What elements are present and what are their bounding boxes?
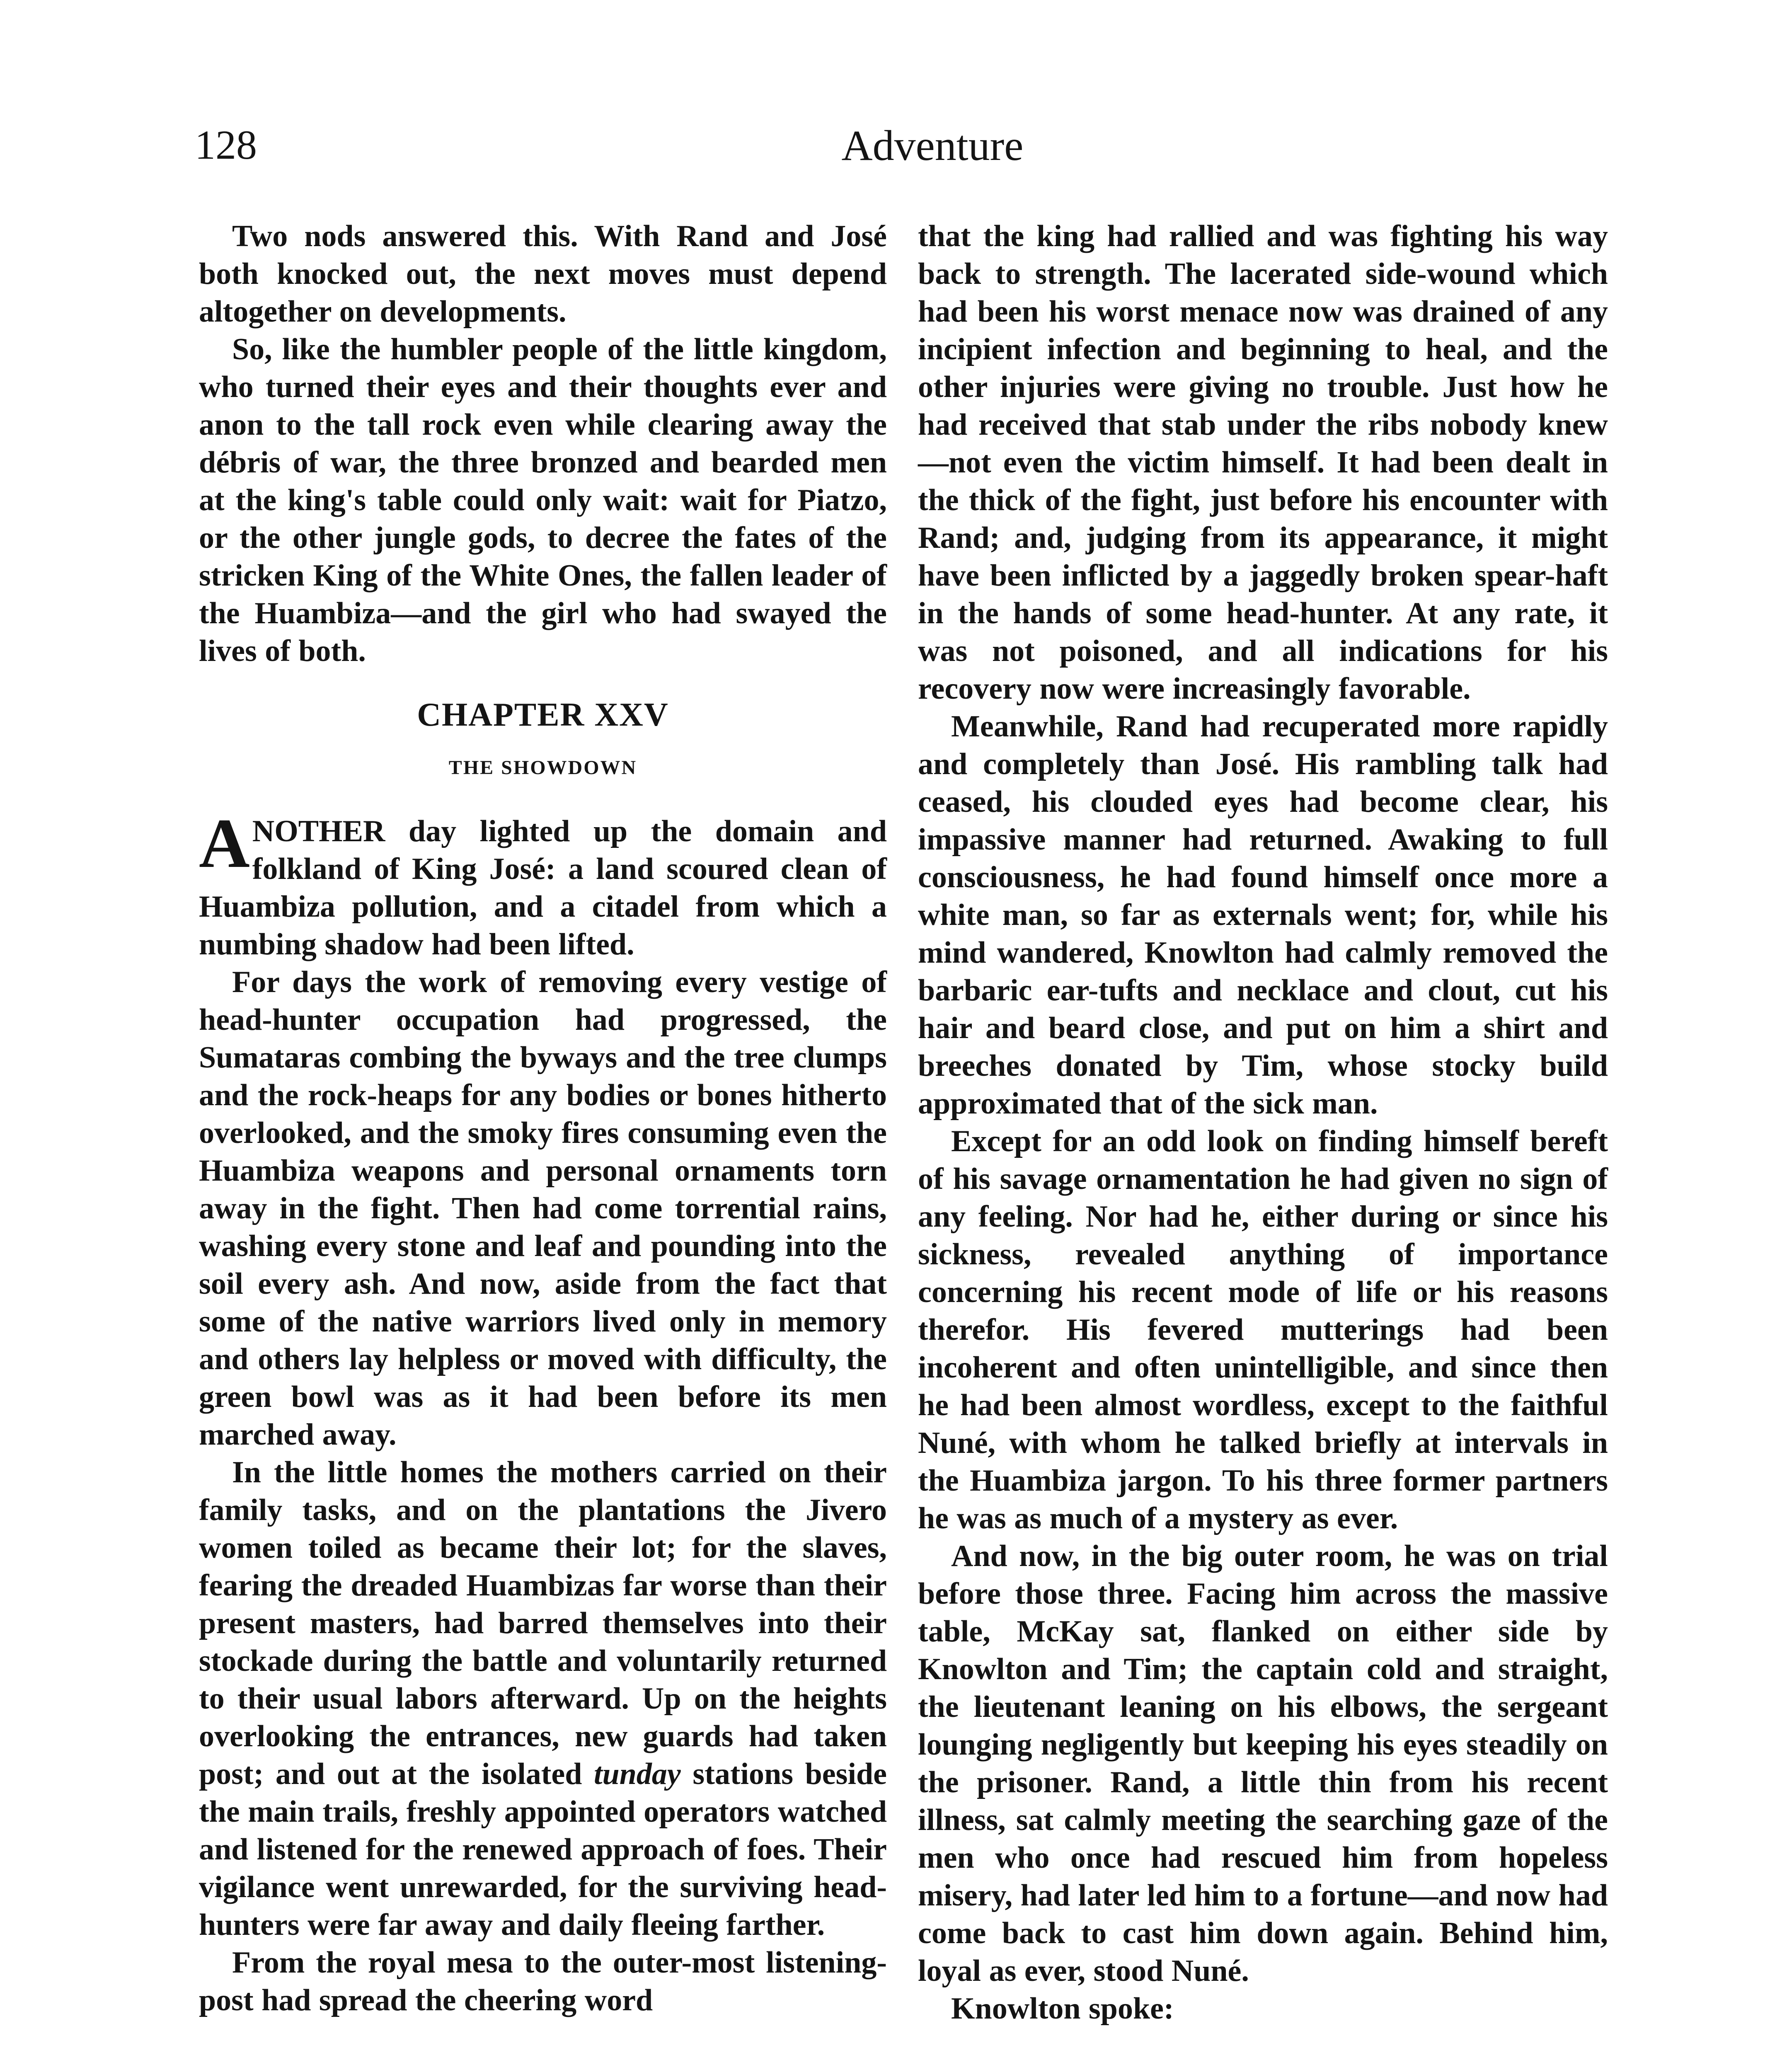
italic-word: tunday [594,1757,681,1791]
drop-cap: A [199,804,250,882]
paragraph: Except for an odd look on finding himself bereft of his savage ornamentation he had given no sign of any feeling. Nor had he, either during or since his sickness, revealed anything of importance concerning his recent mode of life or his reasons therefor. His fevered mutterings had been incoherent and often unintelligible, and since then he had been almost wordless, except to the faithful Nuné, with whom he talked briefly at intervals in the Huambiza jargon. To his three former partners he was as much of a mystery as ever. [918,1124,1608,1535]
right-column [918,218,1608,2028]
opening-paragraph [199,804,887,963]
paragraph: For days the work of removing every vestige of head-hunter occupation had progressed, the Sumataras combing the byways and the tree clumps and the rock-heaps for any bodies or bones hitherto overlooked, and the smoky fires consuming even the Huambiza weapons and personal ornaments torn away in the fight. Then had come torrential rains, washing every stone and leaf and pounding into the soil every ash. And now, aside from the fact that some of the native warriors lived only in memory and others lay helpless or moved with difficulty, the green bowl was as it had been before its men marched away. [199,965,887,1452]
paragraph: Two nods answered this. With Rand and José both knocked out, the next moves must depend altogether on developments. [199,219,887,329]
paragraph: From the royal mesa to the outer-most listening-post had spread the cheering word [199,1946,887,2017]
paragraph-text: In the little homes the mothers carried on their family tasks, and on the plantations the Jivero women toiled as became their lot; for the slaves, fearing the dreaded Huambizas far worse than their present masters, had barred themselves into their stockade during the battle and voluntarily returned to their usual labors afterward. Up on the heights overlooking the entrances, new guards had taken post; and out at the isolated [199,1455,887,1791]
opening-text: NOTHER day lighted up the domain and folkland of King José: a land scoured clean of Huambiza pollution, and a citadel from which a numbing shadow had been lifted. [199,814,887,961]
left-column [199,218,887,2019]
running-title: Adventure [841,122,1024,169]
paragraph-text: stations beside the main trails, freshly appointed operators watched and listened for the renewed approach of foes. Their vigilance went unrewarded, for the surviving head-hunters were far away and daily fleeing farther. [199,1757,887,1942]
paragraph: Meanwhile, Rand had recuperated more rapidly and completely than José. His rambling talk had ceased, his clouded eyes had become clear, his impassive manner had returned. Awaking to full consciousness, he had found himself once more a white man, so far as externals went; for, while his mind wandered, Knowlton had calmly removed the barbaric ear-tufts and necklace and clout, cut his hair and beard close, and put on him a shirt and breeches donated by Tim, whose stocky build approximated that of the sick man. [918,709,1608,1121]
paragraph: Knowlton spoke: [951,1992,1174,2026]
paragraph: So, like the humbler people of the little kingdom, who turned their eyes and their thoughts ever and anon to the tall rock even while clearing away the débris of war, the three bronzed and bearded men at the king's table could only wait: wait for Piatzo, or the other jungle gods, to decree the fates of the stricken King of the White Ones, the fallen leader of the Huambiza—and the girl who had swayed the lives of both. [199,332,887,668]
page-number: 128 [195,122,257,168]
paragraph [199,1454,887,1944]
chapter-title: CHAPTER XXV [417,697,669,733]
paragraph: And now, in the big outer room, he was on trial before those three. Facing him across the massive table, McKay sat, flanked on either side by Knowlton and Tim; the captain cold and straight, the lieutenant leaning on his elbows, the sergeant lounging negligently but keeping his eyes steadily on the prisoner. Rand, a little thin from his recent illness, sat calmly meeting the searching gaze of the men who once had rescued him from hopeless misery, had later led him to a fortune—and now had come back to cast him down again. Behind him, loyal as ever, stood Nuné. [918,1539,1608,1988]
paragraph: that the king had rallied and was fighting his way back to strength. The lacerated side-wound which had been his worst menace now was drained of any incipient infection and beginning to heal, and the other injuries were giving no trouble. Just how he had received that stab under the ribs nobody knew—not even the victim himself. It had been dealt in the thick of the fight, just before his encounter with Rand; and, judging from its appearance, it might have been inflicted by a jaggedly broken spear-haft in the hands of some head-hunter. At any rate, it was not poisoned, and all indications for his recovery now were increasingly favorable. [918,219,1608,706]
chapter-subtitle: THE SHOWDOWN [448,757,637,779]
